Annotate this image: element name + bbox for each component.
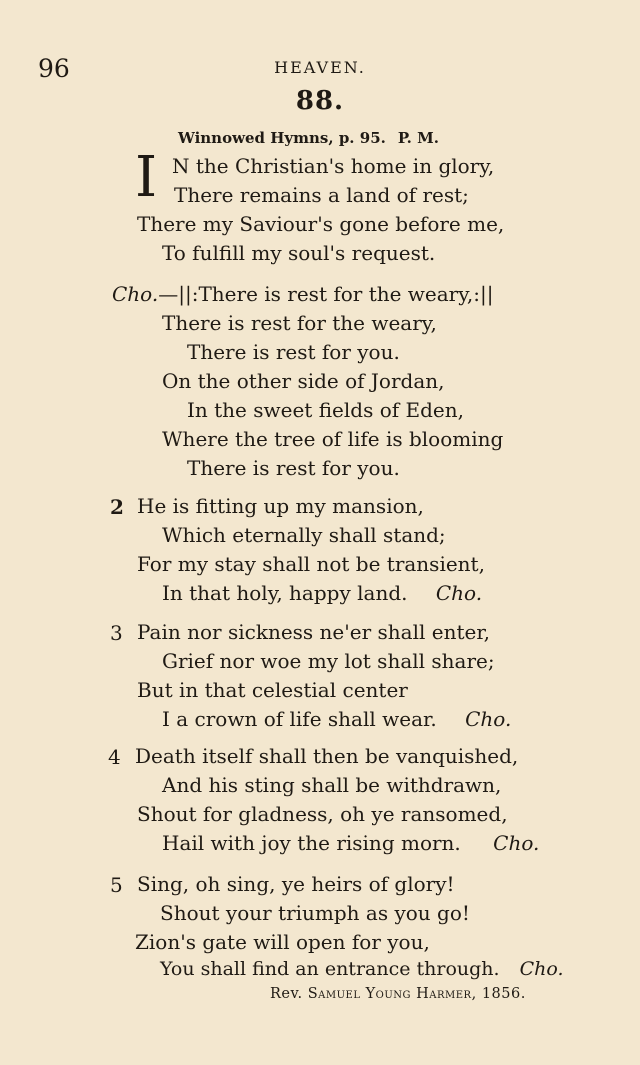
attribution <box>270 986 526 1002</box>
stanza-5-line-4-text: You shall find an entrance through. <box>160 958 500 980</box>
stanza-1-line-1: N the Christian's home in glory, <box>172 154 495 178</box>
chorus-line-6: Where the tree of life is blooming <box>162 427 504 451</box>
stanza-5-line-4 <box>160 958 564 980</box>
stanza-5-chorus-cue: Cho. <box>519 958 564 980</box>
chorus-line-2: There is rest for the weary, <box>162 311 437 335</box>
chorus-line-1 <box>112 282 493 306</box>
stanza-4-line-2: And his sting shall be withdrawn, <box>162 773 502 797</box>
stanza-5-line-1: Sing, oh sing, ye heirs of glory! <box>137 872 455 896</box>
attribution-author: Samuel Young Harmer, <box>307 986 477 1002</box>
running-head: HEAVEN. <box>274 58 366 77</box>
stanza-3-line-1: Pain nor sickness ne'er shall enter, <box>137 620 491 644</box>
stanza-1-line-4: To fulfill my soul's request. <box>162 241 436 265</box>
stanza-2-line-4-text: In that holy, happy land. <box>162 581 408 605</box>
stanza-1-line-2: There remains a land of rest; <box>174 183 469 207</box>
stanza-2-line-1: He is fitting up my mansion, <box>137 494 424 518</box>
stanza-2-line-4 <box>162 581 482 605</box>
tune-source <box>178 129 439 147</box>
chorus-line-1-text: —||:There is rest for the weary,:|| <box>158 282 494 306</box>
hymn-number: 88. <box>295 86 345 116</box>
stanza-4-line-4-text: Hail with joy the rising morn. <box>162 831 461 855</box>
attribution-prefix: Rev. <box>270 986 303 1002</box>
stanza-2-line-2: Which eternally shall stand; <box>162 523 446 547</box>
stanza-4-line-1: Death itself shall then be vanquished, <box>135 744 519 768</box>
stanza-1-line-3: There my Saviour's gone before me, <box>137 212 505 236</box>
stanza-2-line-3: For my stay shall not be transient, <box>137 552 485 576</box>
stanza-3-number: 3 <box>110 621 123 645</box>
chorus-line-7: There is rest for you. <box>187 456 400 480</box>
chorus-line-4: On the other side of Jordan, <box>162 369 445 393</box>
stanza-4-chorus-cue: Cho. <box>493 831 540 855</box>
chorus-line-5: In the sweet fields of Eden, <box>187 398 464 422</box>
stanza-4-line-4 <box>162 831 539 855</box>
tune-source-text: Winnowed Hymns, p. 95. <box>178 129 386 147</box>
stanza-3-line-4 <box>162 707 511 731</box>
stanza-4-number: 4 <box>108 745 121 769</box>
chorus-line-3: There is rest for you. <box>187 340 400 364</box>
stanza-3-line-3: But in that celestial center <box>137 678 408 702</box>
stanza-3-line-4-text: I a crown of life shall wear. <box>162 707 437 731</box>
stanza-3-line-2: Grief nor woe my lot shall share; <box>162 649 495 673</box>
chorus-label: Cho. <box>112 282 159 306</box>
page-number: 96 <box>38 54 70 83</box>
meter: P. M. <box>397 129 439 147</box>
drop-cap: I <box>135 145 158 210</box>
stanza-3-chorus-cue: Cho. <box>465 707 512 731</box>
stanza-5-number: 5 <box>110 873 123 897</box>
stanza-4-line-3: Shout for gladness, oh ye ransomed, <box>137 802 508 826</box>
stanza-2-number: 2 <box>110 495 124 519</box>
stanza-5-line-3: Zion's gate will open for you, <box>135 930 430 954</box>
attribution-year: 1856. <box>481 986 526 1002</box>
stanza-2-chorus-cue: Cho. <box>435 581 483 605</box>
stanza-5-line-2: Shout your triumph as you go! <box>160 901 470 925</box>
